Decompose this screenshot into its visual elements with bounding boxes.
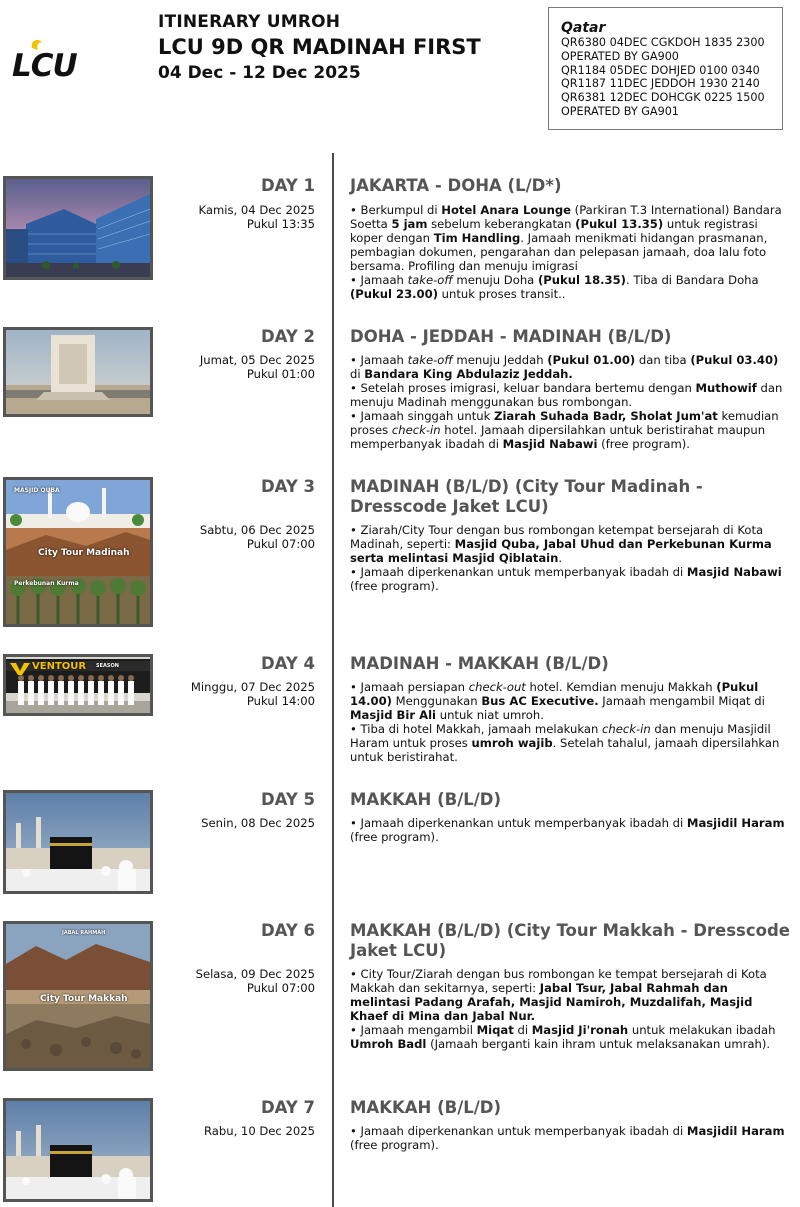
day-number: DAY 2 bbox=[260, 327, 315, 346]
description-text: • Jamaah diperkenankan untuk memperbanyak ibadah di bbox=[350, 1124, 687, 1138]
description-text: • Jamaah bbox=[350, 273, 408, 287]
description-text: hotel. Kemdian menuju Makkah bbox=[525, 680, 717, 694]
description-text: check-in bbox=[391, 423, 441, 437]
description-text: • Jamaah singgah untuk bbox=[350, 409, 495, 423]
description-text: (Pukul 13.35) bbox=[575, 217, 664, 231]
day-description bbox=[350, 816, 790, 844]
photo-label: VENTOUR bbox=[32, 661, 87, 672]
description-text: Jamaah mengambil Miqat di bbox=[598, 694, 765, 708]
day-date: Rabu, 10 Dec 2025 bbox=[203, 1124, 315, 1138]
header-subtitle: ITINERARY UMROH bbox=[158, 12, 341, 32]
description-text: • City Tour/Ziarah dengan bus rombongan ke tempat bersejarah di Kota Makkah dan sekitarnya, seperti: bbox=[350, 967, 767, 995]
description-text: (Pukul 14.00) bbox=[350, 680, 759, 708]
logo-text: LCU bbox=[12, 48, 77, 82]
photo-label: City Tour Makkah bbox=[40, 994, 128, 1004]
day-date: Selasa, 09 Dec 2025 Pukul 07:00 bbox=[195, 967, 315, 995]
day-number: DAY 3 bbox=[260, 477, 315, 496]
description-text: Umroh Badl bbox=[350, 1037, 427, 1051]
description-text: menuju Jeddah bbox=[452, 353, 548, 367]
day-title: MADINAH - MAKKAH (B/L/D) bbox=[350, 654, 609, 673]
description-paragraph bbox=[350, 523, 790, 565]
description-text: (Pukul 03.40) bbox=[690, 353, 779, 367]
description-paragraph bbox=[350, 381, 790, 409]
description-text: untuk niat umroh. bbox=[436, 708, 544, 722]
description-text: . Jamaah menikmati hidangan prasmanan, pembagian dokumen, pengarahan dan pelepasan jamaah, doa lalu foto bersama. Profiling dan menuju imigrasi bbox=[350, 231, 768, 273]
description-text: (free program). bbox=[350, 1138, 439, 1152]
description-paragraph bbox=[350, 1023, 790, 1051]
day-date: Jumat, 05 Dec 2025 Pukul 01:00 bbox=[199, 353, 315, 381]
description-text: take-off bbox=[407, 353, 453, 367]
description-paragraph bbox=[350, 1124, 790, 1152]
description-paragraph bbox=[350, 816, 790, 844]
description-text: check-in bbox=[602, 722, 651, 736]
description-text: Hotel Anara Lounge bbox=[441, 203, 571, 217]
description-text: dan tiba bbox=[635, 353, 691, 367]
day-description bbox=[350, 1124, 790, 1152]
description-text: Masjidil Haram bbox=[686, 816, 785, 830]
description-text: di bbox=[350, 367, 365, 381]
description-text: di bbox=[513, 1023, 532, 1037]
lcu-logo bbox=[12, 38, 92, 82]
day-photo-group-bus bbox=[3, 654, 153, 716]
description-text: • Jamaah diperkenankan untuk memperbanyak ibadah di bbox=[350, 816, 687, 830]
header-date-range: 04 Dec - 12 Dec 2025 bbox=[158, 63, 361, 83]
day-description bbox=[350, 203, 790, 301]
photo-label: MASJID QUBA bbox=[14, 487, 60, 494]
description-text: kemudian proses bbox=[350, 409, 779, 437]
description-text: untuk melakukan ibadah bbox=[628, 1023, 776, 1037]
day-title: MAKKAH (B/L/D) bbox=[350, 790, 502, 809]
description-text: • Jamaah persiapan bbox=[350, 680, 469, 694]
photo-label: SEASON bbox=[96, 663, 119, 669]
day-date: Sabtu, 06 Dec 2025 Pukul 07:00 bbox=[199, 523, 315, 551]
description-text: (free program). bbox=[350, 579, 439, 593]
day-description bbox=[350, 680, 790, 764]
day-date: Minggu, 07 Dec 2025 Pukul 14:00 bbox=[190, 680, 315, 708]
description-text: menuju Doha bbox=[452, 273, 538, 287]
description-text: (Parkiran T.3 International) Bandara Soetta bbox=[350, 203, 782, 231]
description-text: Bus AC Executive. bbox=[481, 694, 599, 708]
description-text: . Tiba di Bandara Doha bbox=[625, 273, 759, 287]
itinerary-header bbox=[158, 12, 481, 84]
description-text: (Pukul 23.00) bbox=[350, 287, 438, 301]
description-text: . Setelah tahalul, jamaah dipersilahkan untuk beristirahat. bbox=[350, 736, 780, 764]
day-description bbox=[350, 523, 790, 593]
timeline-divider bbox=[332, 153, 334, 1207]
day-photo-hotel bbox=[3, 176, 153, 280]
description-paragraph bbox=[350, 722, 790, 764]
flight-airline: Qatar bbox=[561, 20, 606, 36]
description-text: Ziarah Suhada Badr, Sholat Jum'at bbox=[494, 409, 718, 423]
flight-line: QR1184 05DEC DOHJED 0100 0340 bbox=[561, 63, 760, 77]
photo-label: City Tour Madinah bbox=[38, 548, 130, 558]
day-description bbox=[350, 353, 790, 451]
description-text: Masjid Quba, Jabal Uhud dan Perkebunan Kurma serta melintasi Masjid Qiblatain bbox=[350, 537, 772, 565]
day-photo-city-tour-madinah bbox=[3, 477, 153, 627]
description-paragraph bbox=[350, 680, 790, 722]
description-text: Masjidil Haram bbox=[686, 1124, 785, 1138]
day-title: MAKKAH (B/L/D) bbox=[350, 1098, 502, 1117]
description-text: Bandara King Abdulaziz Jeddah. bbox=[364, 367, 573, 381]
description-text: dan menuju Madinah menggunakan bus rombongan. bbox=[350, 381, 783, 409]
flight-line: QR6381 12DEC DOHCGK 0225 1500 bbox=[561, 91, 765, 105]
photo-label: Perkebunan Kurma bbox=[14, 580, 79, 587]
day-photo-city-tour-makkah bbox=[3, 921, 153, 1071]
description-text: (free program). bbox=[350, 830, 439, 844]
description-text: Muthowif bbox=[695, 381, 757, 395]
flight-line: OPERATED BY GA901 bbox=[561, 104, 679, 118]
description-text: untuk registrasi koper dengan bbox=[350, 217, 758, 245]
day-number: DAY 1 bbox=[260, 176, 315, 195]
day-photo-badr-monument bbox=[3, 327, 153, 417]
description-text: • Berkumpul di bbox=[350, 203, 442, 217]
description-text: Masjid Bir Ali bbox=[350, 708, 437, 722]
flight-line: OPERATED BY GA900 bbox=[561, 49, 679, 63]
flight-info-box bbox=[548, 7, 783, 130]
description-text: check-out bbox=[468, 680, 526, 694]
flight-line: QR6380 04DEC CGKDOH 1835 2300 bbox=[561, 36, 765, 49]
day-date: Senin, 08 Dec 2025 bbox=[201, 816, 315, 830]
day-number: DAY 5 bbox=[260, 790, 315, 809]
description-text: Menggunakan bbox=[391, 694, 482, 708]
description-text: (Pukul 01.00) bbox=[547, 353, 636, 367]
photo-label: JABAL RAHMAH bbox=[62, 930, 106, 936]
description-paragraph bbox=[350, 565, 790, 593]
description-text: Masjid Ji'ronah bbox=[531, 1023, 629, 1037]
day-description bbox=[350, 967, 790, 1051]
description-text: 5 jam bbox=[391, 217, 428, 231]
day-number: DAY 6 bbox=[260, 921, 315, 940]
description-text: • Tiba di hotel Makkah, jamaah melakukan bbox=[350, 722, 603, 736]
description-paragraph bbox=[350, 273, 790, 301]
description-text: Masjid Nabawi bbox=[686, 565, 782, 579]
day-photo-kaaba bbox=[3, 1098, 153, 1202]
flight-line: QR1187 11DEC JEDDOH 1930 2140 bbox=[561, 77, 760, 91]
description-text: untuk proses transit.. bbox=[438, 287, 566, 301]
day-number: DAY 7 bbox=[260, 1098, 315, 1117]
description-text: Miqat bbox=[476, 1023, 514, 1037]
description-text: (Pukul 18.35) bbox=[537, 273, 626, 287]
description-paragraph bbox=[350, 353, 790, 381]
header-title: LCU 9D QR MADINAH FIRST bbox=[158, 35, 481, 59]
description-text: Masjid Nabawi bbox=[502, 437, 598, 451]
description-text: Jabal Tsur, Jabal Rahmah dan melintasi Padang Arafah, Masjid Namiroh, Muzdalifah, Masjid Khaef di Mina dan Jabal Nur. bbox=[350, 981, 753, 1023]
description-text: • Jamaah bbox=[350, 353, 408, 367]
description-text: (Jamaah berganti kain ihram untuk melaksanakan umrah). bbox=[426, 1037, 771, 1051]
description-text: hotel. Jamaah dipersilahkan untuk beristirahat maupun memperbanyak ibadah di bbox=[350, 423, 766, 451]
description-text: take-off bbox=[407, 273, 453, 287]
day-number: DAY 4 bbox=[260, 654, 315, 673]
description-paragraph bbox=[350, 967, 790, 1023]
day-title: DOHA - JEDDAH - MADINAH (B/L/D) bbox=[350, 327, 672, 346]
description-text: • Setelah proses imigrasi, keluar bandara bertemu dengan bbox=[350, 381, 696, 395]
description-text: (free program). bbox=[597, 437, 690, 451]
day-title: MAKKAH (B/L/D) (City Tour Makkah - Dresscode Jaket LCU) bbox=[350, 921, 790, 960]
day-date: Kamis, 04 Dec 2025 Pukul 13:35 bbox=[198, 203, 315, 231]
description-text: Tim Handling bbox=[433, 231, 521, 245]
description-text: sebelum keberangkatan bbox=[427, 217, 576, 231]
description-paragraph bbox=[350, 203, 790, 273]
description-text: dan menuju Masjidil Haram untuk proses bbox=[350, 722, 771, 750]
description-text: umroh wajib bbox=[471, 736, 553, 750]
day-title: MADINAH (B/L/D) (City Tour Madinah - Dresscode Jaket LCU) bbox=[350, 477, 703, 516]
description-paragraph bbox=[350, 409, 790, 451]
description-text: • Jamaah mengambil bbox=[350, 1023, 477, 1037]
day-title: JAKARTA - DOHA (L/D*) bbox=[350, 176, 562, 195]
day-photo-kaaba bbox=[3, 790, 153, 894]
description-text: • Jamaah diperkenankan untuk memperbanyak ibadah di bbox=[350, 565, 687, 579]
description-text: . bbox=[558, 551, 563, 565]
description-text: • Ziarah/City Tour dengan bus rombongan ketempat bersejarah di Kota Madinah, seperti: bbox=[350, 523, 764, 551]
